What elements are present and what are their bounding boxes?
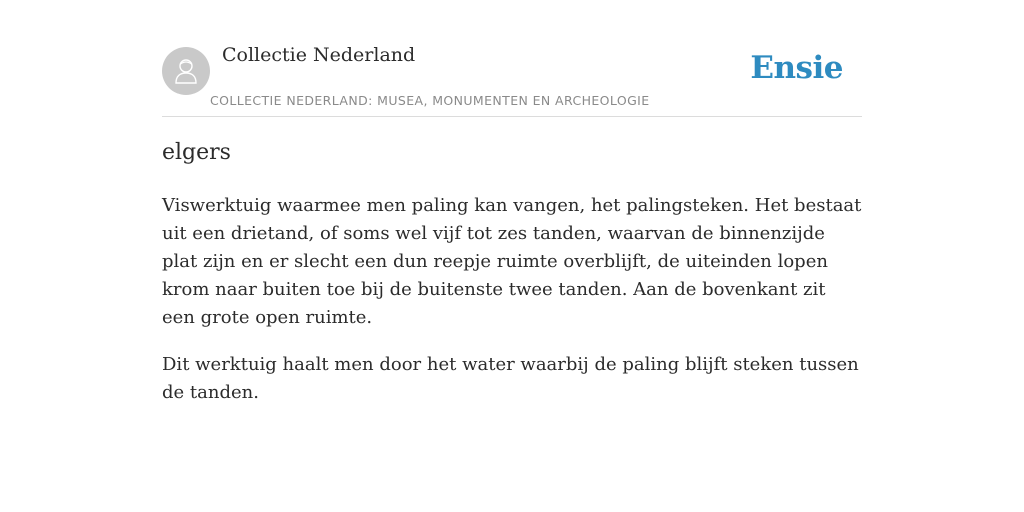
user-icon [171, 56, 201, 86]
entry-paragraph: Viswerktuig waarmee men paling kan vangen, het palingsteken. Het bestaat uit een drietand, of soms wel vijf tot zes tanden, waarvan de binnenzijde plat zijn en er slecht een dun reepje ruimte overblijft, de uiteinden lopen krom naar buiten toe bij de buitenste twee tanden. Aan de bovenkant zit een grote open ruimte. [162, 195, 862, 328]
author-name[interactable]: Collectie Nederland [222, 44, 416, 66]
ensie-logo[interactable]: Ensie [750, 50, 843, 86]
collection-label[interactable]: COLLECTIE NEDERLAND: MUSEA, MONUMENTEN EN ARCHEOLOGIE [210, 93, 650, 108]
page-container [162, 0, 862, 403]
entry-paragraph: Dit werktuig haalt men door het water waarbij de paling blijft steken tussen de tanden. [162, 354, 859, 403]
entry-body [162, 192, 862, 426]
entry-title: elgers [162, 140, 231, 165]
avatar[interactable] [162, 47, 210, 95]
entry-header [162, 0, 862, 117]
